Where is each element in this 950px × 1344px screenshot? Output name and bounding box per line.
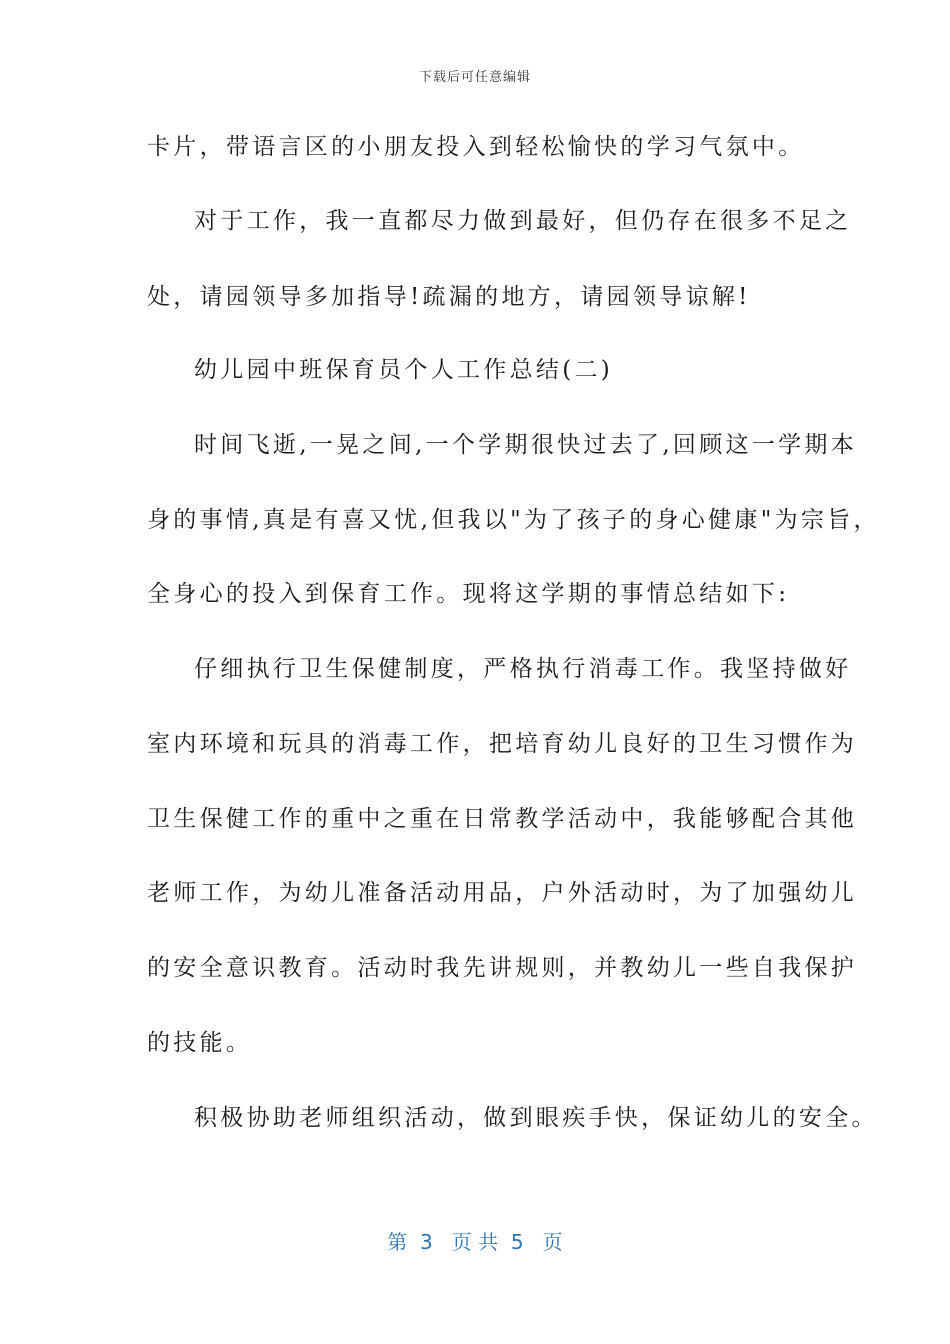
paragraph-line: 的技能。 bbox=[147, 1030, 253, 1056]
paragraph-line: 积极协助老师组织活动，做到眼疾手快，保证幼儿的安全。 bbox=[194, 1105, 878, 1131]
paragraph-line: 卡片，带语言区的小朋友投入到轻松愉快的学习气氛中。 bbox=[147, 134, 805, 160]
paragraph-line: 时间飞逝,一晃之间,一个学期很快过去了,回顾这一学期本 bbox=[194, 432, 858, 458]
page-number-footer: 第 3 页 共 5 页 bbox=[387, 1230, 563, 1254]
page-header: 下载后可任意编辑 bbox=[418, 70, 531, 85]
section-heading: 幼儿园中班保育员个人工作总结(二) bbox=[194, 357, 614, 383]
paragraph-line: 处，请园领导多加指导!疏漏的地方，请园领导谅解! bbox=[147, 284, 751, 310]
paragraph-line: 全身心的投入到保育工作。现将这学期的事情总结如下: bbox=[147, 581, 790, 607]
paragraph-line: 身的事情,真是有喜又忧,但我以"为了孩子的身心健康"为宗旨， bbox=[147, 507, 880, 533]
paragraph-line: 对于工作，我一直都尽力做到最好，但仍存在很多不足之 bbox=[194, 208, 852, 234]
paragraph-line: 室内环境和玩具的消毒工作，把培育幼儿良好的卫生习惯作为 bbox=[147, 731, 858, 757]
paragraph-line: 卫生保健工作的重中之重在日常教学活动中，我能够配合其他 bbox=[147, 806, 858, 832]
paragraph-line: 老师工作，为幼儿准备活动用品，户外活动时，为了加强幼儿 bbox=[147, 880, 858, 906]
paragraph-line: 的安全意识教育。活动时我先讲规则，并教幼儿一些自我保护 bbox=[147, 955, 858, 981]
paragraph-line: 仔细执行卫生保健制度，严格执行消毒工作。我坚持做好 bbox=[194, 656, 852, 682]
